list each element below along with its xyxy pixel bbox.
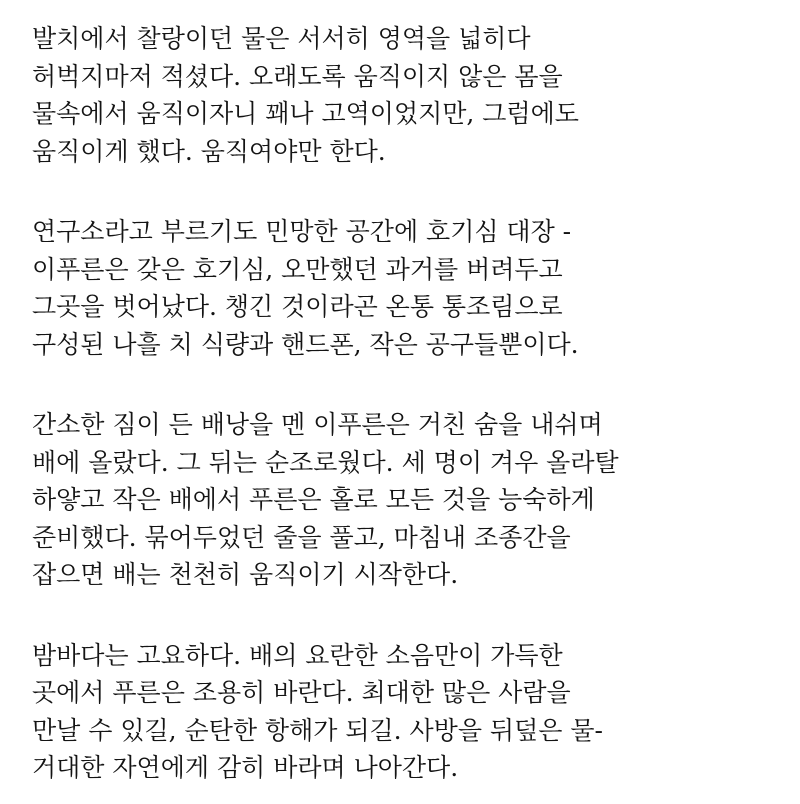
text-line: 곳에서 푸른은 조용히 바란다. 최대한 많은 사람을 — [32, 678, 571, 707]
text-line: 이푸른은 갖은 호기심, 오만했던 과거를 버려두고 — [32, 254, 563, 284]
text-line: 구성된 나흘 치 식량과 핸드폰, 작은 공구들뿐이다. — [32, 329, 579, 359]
text-line: 배에 올랐다. 그 뒤는 순조로웠다. 세 명이 겨우 올라탈 — [32, 447, 619, 477]
text-line: 간소한 짐이 든 배낭을 멘 이푸른은 거친 숨을 내쉬며 — [32, 410, 603, 439]
text-line: 연구소라고 부르기도 민망한 공간에 호기심 대장 - — [32, 217, 572, 246]
text-line: 준비했다. 묶어두었던 줄을 풀고, 마침내 조종간을 — [32, 522, 571, 552]
text-line: 움직이게 했다. 움직여야만 한다. — [32, 136, 386, 166]
text-line: 그곳을 벗어났다. 챙긴 것이라곤 온통 통조림으로 — [32, 292, 563, 321]
text-line: 거대한 자연에게 감히 바라며 나아간다. — [32, 753, 459, 782]
paragraph-1 — [32, 20, 800, 170]
text-line: 하얗고 작은 배에서 푸른은 홀로 모든 것을 능숙하게 — [32, 485, 595, 514]
text-line: 밤바다는 고요하다. 배의 요란한 소음만이 가득한 — [32, 640, 563, 670]
text-line: 만날 수 있길, 순탄한 항해가 되길. 사방을 뒤덮은 물- — [32, 715, 603, 745]
text-line: 잡으면 배는 천천히 움직이기 시작한다. — [32, 560, 459, 589]
paragraph-4 — [32, 637, 800, 787]
text-line: 허벅지마저 적셨다. 오래도록 움직이지 않은 몸을 — [32, 61, 563, 91]
text-line: 물속에서 움직이자니 꽤나 고역이었지만, 그럼에도 — [32, 99, 579, 128]
text-line: 발치에서 찰랑이던 물은 서서히 영역을 넓히다 — [32, 24, 531, 53]
paragraph-2 — [32, 213, 800, 363]
paragraph-3 — [32, 406, 800, 594]
